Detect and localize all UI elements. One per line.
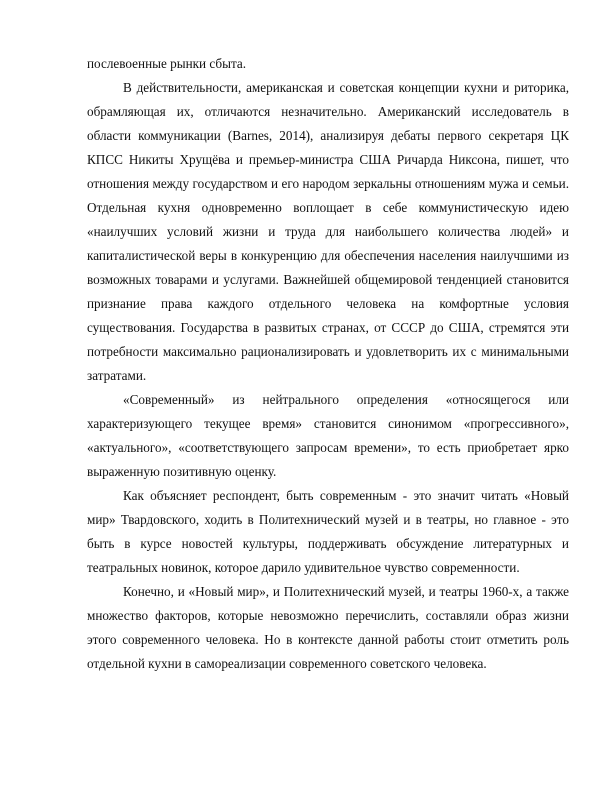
paragraph-kitchen-concepts: В действительности, американская и советская концепции кухни и риторика, обрамляющая их, отличаются незначительно. Американский исследователь в области коммуникации (Barnes, 2014), анализируя дебаты первого секретаря ЦК КПСС Никиты Хрущёва и премьер-министра США Ричарда Никсона, пишет, что отношения между государством и его народом зеркальны отношениям мужа и семьи. Отдельная кухня одновременно воплощает в себе коммунистическую идею «наилучших условий жизни и труда для наибольшего количества людей» и капиталистической веры в конкуренцию для обеспечения населения наилучшими из возможных товарами и услугами. Важнейшей общемировой тенденцией становится признание права каждого отдельного человека на комфортные условия существования. Государства в развитых странах, от СССР до США, стремятся эти потребности максимально рационализировать и удовлетворить их с минимальными затратами. (87, 80, 569, 383)
body-text (87, 52, 569, 676)
paragraph-continuation: послевоенные рынки сбыта. (87, 56, 247, 71)
paragraph-modern-definition: «Современный» из нейтрального определения «относящегося или характеризующего текущее время» становится синонимом «прогрессивного», «актуального», «соответствующего запросам времени», то есть приобретает ярко выраженную позитивную оценку. (87, 392, 569, 479)
paragraph-respondent: Как объясняет респондент, быть современным - это значит читать «Новый мир» Твардовского, ходить в Политехнический музей и в театры, но главное - это быть в курсе новостей культуры, поддерживать обсуждение литературных и театральных новинок, которое дарило удивительное чувство современности. (87, 488, 569, 575)
paragraph-lifestyle: Конечно, и «Новый мир», и Политехнический музей, и театры 1960-х, а также множество факторов, которые невозможно перечислить, составляли образ жизни этого современного человека. Но в контексте данной работы стоит отметить роль отдельной кухни в самореализации современного советского человека. (87, 584, 569, 671)
